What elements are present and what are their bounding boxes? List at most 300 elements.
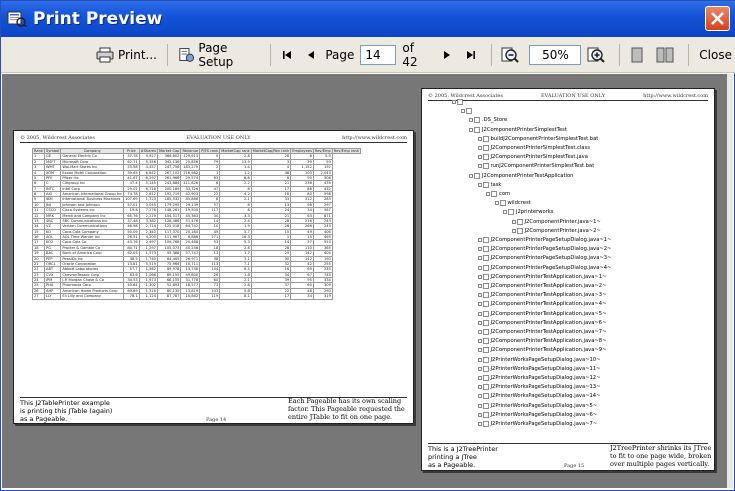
tree-node-label: J2ComponentPrinterPageSetupDialog.java~2~ [490, 246, 612, 253]
tree-node [478, 265, 612, 271]
table-cell: 89,155 [157, 272, 181, 277]
table-cell: Merck and Company Inc [61, 213, 124, 218]
table-cell: 129,613 [181, 154, 200, 159]
tree-node [478, 163, 595, 169]
table-cell: 297 [313, 202, 332, 207]
table-row [33, 283, 361, 288]
table-cell: 57 [200, 202, 220, 207]
table-cell: 312 [291, 197, 314, 202]
tree-node [478, 301, 607, 307]
table-row [33, 251, 361, 256]
table-cell: 16 [33, 235, 45, 240]
expand-handle-icon [486, 192, 490, 196]
file-icon [483, 265, 489, 271]
table-cell: 15 [291, 235, 314, 240]
prev-page-button[interactable] [301, 42, 325, 68]
table-cell: MSFT [44, 159, 60, 164]
tree-node-label: J2ComponentPrinterTestApplication.java~6~ [490, 319, 607, 326]
tree-node-label: J2ComponentPrinterTestApplication.java~7~ [490, 329, 607, 335]
column-header: Rank [34, 149, 43, 153]
table-cell: 6,886 [181, 235, 200, 240]
table-cell: 216 [291, 218, 314, 223]
table-cell: 3.1 [220, 256, 252, 261]
header-center: EVALUATION USE ONLY [186, 135, 251, 141]
table-cell: 2.6 [220, 245, 252, 250]
tree-node-label: J2PrinterWorksPageSetupDialog.java~7~ [490, 421, 598, 427]
file-icon [483, 338, 489, 344]
expand-handle-icon [503, 210, 507, 214]
table-cell: 1.4 [220, 165, 252, 170]
table-cell: 2,714 [139, 224, 157, 229]
file-icon [483, 357, 489, 363]
table-cell: 80.71 [124, 245, 140, 250]
table-cell: 7,276 [139, 208, 157, 213]
column-header: #Shares [140, 149, 156, 153]
print-button[interactable] [92, 42, 161, 68]
table-cell: 255 [313, 261, 332, 266]
table-cell: 73 [200, 283, 220, 288]
table-cell: 404 [313, 251, 332, 256]
tree-node [512, 228, 601, 234]
tree-node-label: J2ComponentPrinterTestApplication.java~4~ [490, 301, 607, 308]
file-icon [483, 329, 489, 335]
last-page-button[interactable] [461, 42, 485, 68]
zoom-input[interactable] [529, 45, 581, 65]
table-cell: 83.6 [124, 272, 140, 277]
tree-node [478, 347, 607, 353]
expand-handle-icon [478, 293, 482, 297]
table-cell: 53 [200, 240, 220, 245]
table-row [33, 165, 361, 170]
header-right: http://www.wildcrest.com [643, 93, 708, 99]
table-cell: 89,978 [157, 267, 181, 272]
table-cell: 119 [200, 294, 220, 299]
page-setup-button[interactable] [174, 42, 264, 68]
column-header: Company [61, 149, 124, 154]
file-icon [483, 301, 489, 307]
table-cell: 22 [200, 192, 220, 197]
table-cell: INTC [44, 186, 60, 191]
table-cell: 567 [313, 208, 332, 213]
toolbar [1, 37, 735, 73]
table-cell: 2.8 [220, 154, 252, 159]
printer-icon [96, 47, 114, 63]
tree-node-label: J2ComponentPrinter.java~2~ [524, 227, 601, 234]
table-cell: AOL [44, 235, 60, 240]
close-icon [710, 11, 725, 26]
tree-node-label: J2PrinterWorksPageSetupDialog.java~12~ [490, 375, 601, 381]
table-cell: 319 [313, 294, 332, 299]
table-cell: 46.98 [124, 224, 140, 229]
column-header: P/ES rank [201, 149, 219, 153]
table-cell: 111,967 [157, 235, 181, 240]
table-cell: 6,842 [139, 170, 157, 175]
table-cell: 192 [313, 165, 332, 170]
tree-node [478, 283, 607, 289]
table-cell: 243,884 [157, 181, 181, 186]
table-cell: 142 [291, 251, 314, 256]
table-cell: 11 [33, 208, 45, 213]
table-cell: GE [44, 154, 60, 159]
toolbar-separator [491, 44, 492, 66]
table-row [33, 294, 361, 299]
table-cell: 60.89 [124, 288, 140, 293]
table-cell: 10 [33, 202, 45, 207]
table-cell: 148,261 [157, 208, 181, 213]
zoom-out-button[interactable] [497, 42, 527, 68]
file-icon [508, 209, 514, 215]
table-cell: 18 [251, 192, 290, 197]
table-cell: 25 [33, 283, 45, 288]
file-icon [483, 403, 489, 409]
table-cell: 95 [291, 278, 314, 283]
table-cell: 334 [313, 278, 332, 283]
table-cell: 1,066 [139, 272, 157, 277]
table-cell: 6,297 [139, 175, 157, 180]
table-cell: 267,102 [157, 170, 181, 175]
table-cell: 183,279 [181, 165, 200, 170]
file-icon [517, 228, 523, 234]
file-icon [483, 311, 489, 317]
tree-node [478, 136, 599, 142]
table-cell: 14 [200, 218, 220, 223]
table-row [33, 192, 361, 197]
table-cell: 185,532 [157, 197, 181, 202]
tree-node-label: runJ2ComponentPrinterSimplestTest.bat [490, 163, 595, 170]
table-cell: ChevronTexaco Corp [61, 272, 124, 277]
table-cell: 5.8 [220, 288, 252, 293]
page-count: of 42 [402, 40, 418, 69]
table-cell: JNJ [44, 202, 60, 207]
table-cell: 1,152 [291, 165, 314, 170]
table-cell: 18 [33, 245, 45, 250]
table-cell: 1 [33, 154, 45, 159]
table-cell: 2,343 [139, 229, 157, 234]
table-cell: 78.1 [124, 294, 140, 299]
table-row [33, 181, 361, 186]
table-cell: 1.9 [220, 224, 252, 229]
tree-node-label: J2ComponentPrinter.java~1~ [524, 218, 601, 225]
tree-node-label: J2ComponentPrinterTestApplication.java~3~ [490, 292, 607, 299]
table-cell: 671 [313, 213, 332, 218]
table-cell: 24 [251, 208, 290, 213]
table-cell: 19.8 [124, 208, 140, 213]
table-cell: 271 [200, 235, 220, 240]
expand-handle-icon [478, 256, 482, 260]
expand-handle-icon [478, 413, 482, 417]
file-icon [483, 283, 489, 289]
table-cell: 5 [33, 175, 45, 180]
table-cell: MRK [44, 213, 60, 218]
table-cell: 476 [313, 181, 332, 186]
table-cell: 1 [200, 170, 220, 175]
tree-node [478, 320, 607, 326]
file-icon [483, 384, 489, 390]
file-icon [483, 182, 489, 188]
table-cell: 200,189 [157, 186, 181, 191]
first-page-button[interactable] [277, 42, 301, 68]
table-cell: 6.5 [220, 267, 252, 272]
table-cell: 4,457 [139, 165, 157, 170]
expand-handle-icon [478, 137, 482, 141]
table-cell: 37 [251, 283, 290, 288]
table-cell: 1.8 [220, 272, 252, 277]
table-cell: 48.5 [124, 256, 140, 261]
table-cell: Citigroup Inc [61, 181, 124, 186]
table-cell: 28 [251, 245, 290, 250]
tree-node-label: task [490, 181, 502, 188]
table-cell: 59 [313, 159, 332, 164]
table-cell: 95,386 [157, 251, 181, 256]
table-cell: 5.9 [313, 154, 332, 159]
table-cell: 10 [200, 224, 220, 229]
expand-handle-icon [478, 385, 482, 389]
table-row [33, 235, 361, 240]
page-label: Page [325, 47, 355, 62]
table-cell: 5,519 [139, 261, 157, 266]
file-icon [483, 412, 489, 418]
table-cell: 103 [200, 288, 220, 293]
table-cell: 236 [291, 181, 314, 186]
table-row [33, 213, 361, 218]
table-cell: 4 [33, 170, 45, 175]
table-cell: 179,295 [157, 202, 181, 207]
table-cell: International Business Machines [61, 197, 124, 202]
tree-node [478, 412, 598, 418]
print-label: Print... [117, 47, 157, 62]
file-icon [483, 366, 489, 372]
expand-handle-icon [478, 312, 482, 316]
tree-node-label: J2ComponentPrinterTestApplication.java~8~ [490, 338, 607, 345]
vertical-scrollbar[interactable] [727, 74, 733, 488]
table-cell: 38 [200, 256, 220, 261]
table-cell: 2,043 [313, 170, 332, 175]
table-cell: 290 [313, 288, 332, 293]
tree-node [478, 384, 601, 390]
file-icon [474, 117, 480, 123]
tree-node [478, 338, 607, 344]
table-cell: 113 [200, 261, 220, 266]
table-cell: 37 [291, 240, 314, 245]
table-cell: 6 [291, 154, 314, 159]
table-cell: 110 [291, 245, 314, 250]
zoom-in-button[interactable] [583, 42, 613, 68]
page-number: Page 15 [564, 463, 585, 469]
file-icon [483, 136, 489, 142]
app-icon [7, 11, 27, 27]
table-row [33, 202, 361, 207]
column-header: Rev/Emp [314, 149, 331, 153]
file-icon [483, 421, 489, 427]
table-cell: 13,748 [181, 267, 200, 272]
table-cell: 192,719 [157, 192, 181, 197]
tree-node [478, 237, 612, 243]
tree-node-label: J2ComponentPrinterTestApplication.java~1~ [490, 273, 607, 280]
table-cell: J.P. Morgan Chase & Co [61, 278, 124, 283]
table-cell: 103 [291, 170, 314, 175]
table-cell: 2,497 [139, 240, 157, 245]
file-icon [483, 393, 489, 399]
table-cell: 14 [33, 224, 45, 229]
expand-handle-icon [469, 174, 473, 178]
table-cell: 21 [33, 261, 45, 266]
table-cell: 98 [291, 202, 314, 207]
footer-note-left [428, 445, 498, 469]
table-cell: 48 [251, 170, 290, 175]
expand-handle-icon [495, 201, 499, 205]
table-cell: 42,903 [181, 192, 200, 197]
table-row [33, 159, 361, 164]
file-icon [483, 145, 489, 151]
tree-node-label: J2ComponentPrinterSimplestTest.java [490, 154, 588, 161]
table-cell: 553 [313, 240, 332, 245]
expand-handle-icon [478, 183, 482, 187]
tree-node [452, 99, 465, 105]
header-left: © 2005, Wildcrest Associates [428, 93, 503, 99]
table-cell: 6 [220, 202, 252, 207]
toolbar-separator [688, 44, 689, 66]
title-bar [1, 1, 735, 37]
table-cell: PHA [44, 283, 60, 288]
table-cell: 33,726 [181, 186, 200, 191]
column-header: Price [124, 149, 140, 154]
tree-node [495, 200, 531, 206]
tree-node [478, 154, 588, 160]
table-cell: 37.78 [124, 154, 140, 159]
table-cell: Abbott Laboratories [61, 267, 124, 272]
table-cell: 3 [33, 165, 45, 170]
table-cell: 8 [200, 197, 220, 202]
table-cell: VZ [44, 224, 60, 229]
expand-handle-icon [478, 358, 482, 362]
table-cell: 1,573 [139, 251, 157, 256]
table-row [33, 197, 361, 202]
expand-handle-icon [478, 302, 482, 306]
table-cell: 57.01 [124, 202, 140, 207]
tree-node-label: J2ComponentPrinterTestApplication [482, 172, 574, 179]
table-cell: 3,045 [139, 202, 157, 207]
table-cell: 29.02 [124, 186, 140, 191]
table-cell: 26.51 [124, 235, 140, 240]
file-icon [483, 320, 489, 326]
table-cell: 39 [291, 159, 314, 164]
header-left: © 2005, Wildcrest Associates [20, 135, 95, 141]
table-cell: 23 [33, 272, 45, 277]
table-cell: 62.03 [124, 251, 140, 256]
tree-node-label: J2ComponentPrinterPageSetupDialog.java~3~ [490, 255, 612, 262]
table-cell: 13 [200, 251, 220, 256]
table-row [33, 288, 361, 293]
table-cell: 406 [313, 229, 332, 234]
table-cell: 6 [251, 175, 290, 180]
single-page-icon [630, 47, 644, 63]
table-row [33, 170, 361, 175]
tree-node-label: J2ComponentPrinterSimplestTest [482, 126, 567, 133]
table-cell: 10,711 [181, 261, 200, 266]
table-cell: 1,562 [139, 267, 157, 272]
page-number-input[interactable] [360, 45, 396, 65]
table-cell: Bank of America Corp [61, 251, 124, 256]
table-row [33, 240, 361, 245]
single-page-button[interactable] [626, 42, 652, 68]
column-header: MarketCap rank [221, 149, 250, 153]
table-cell: 233 [313, 267, 332, 272]
expand-handle-icon [478, 275, 482, 279]
table-cell: 31,778 [181, 278, 200, 283]
table-cell: 29 [251, 251, 290, 256]
table-cell: 19,500 [181, 208, 200, 213]
next-page-button[interactable] [437, 42, 461, 68]
table-cell: 29,139 [181, 202, 200, 207]
table-cell: 74.78 [124, 192, 140, 197]
prev-page-icon [305, 49, 317, 61]
table-cell: 117,370 [157, 229, 181, 234]
table-cell: 2.4 [220, 218, 252, 223]
footer-note-line: factor. This Pageable requested the [288, 405, 405, 413]
tree-node-label: j2printerworks [516, 209, 554, 216]
expand-handle-icon [478, 339, 482, 343]
footer-note-line: This is a J2TreePrinter [428, 445, 498, 453]
table-cell: CVX [44, 272, 60, 277]
table-cell: 142 [291, 256, 314, 261]
table-cell: 9 [200, 154, 220, 159]
page-number: Page 14 [206, 417, 227, 423]
table-cell: 243 [313, 218, 332, 223]
table-cell: 5.7 [220, 229, 252, 234]
table-cell: KO [44, 229, 60, 234]
table-cell: PFE [44, 175, 60, 180]
table-cell: 6 [220, 186, 252, 191]
header-center: EVALUATION USE ONLY [541, 93, 606, 99]
table-cell: 28 [251, 154, 290, 159]
table-cell: Oracle Corporation [61, 261, 124, 266]
table-cell: LLY [44, 294, 60, 299]
footer-note-line: entire JTable to fit on one page. [288, 413, 393, 421]
tree-node [478, 393, 601, 399]
tree-node-label: com [499, 191, 511, 197]
table-cell: 20 [33, 256, 45, 261]
expand-handle-icon [478, 284, 482, 288]
table-cell: AOL Time Warner Inc [61, 235, 124, 240]
close-button[interactable] [695, 42, 735, 68]
table-cell: Coca-Cola Co [61, 240, 124, 245]
preview-page-left [13, 130, 414, 424]
table-cell: 6 [200, 181, 220, 186]
table-cell: 309 [313, 283, 332, 288]
first-page-icon [281, 49, 293, 61]
table-cell: Intel Corp [61, 186, 124, 191]
table-cell: 1.2 [220, 170, 252, 175]
table-cell: 8 [33, 192, 45, 197]
window-title: Print Preview [33, 9, 163, 29]
file-icon [500, 200, 506, 206]
table-cell: 3.3 [220, 213, 252, 218]
table-cell: 13.81 [124, 261, 140, 266]
close-window-button[interactable] [705, 6, 730, 31]
table-cell: 2.2 [220, 181, 252, 186]
tree-node [461, 108, 474, 114]
file-icon [483, 347, 489, 353]
tree-node-label: wildcrest [507, 200, 531, 207]
table-cell: KO2 [44, 240, 60, 245]
file-icon [483, 246, 489, 252]
file-icon [457, 99, 463, 105]
tree-node [478, 357, 601, 363]
table-cell: 2.1 [220, 278, 252, 283]
expand-handle-icon [469, 128, 473, 132]
expand-handle-icon [478, 238, 482, 242]
two-page-button[interactable] [652, 42, 682, 68]
